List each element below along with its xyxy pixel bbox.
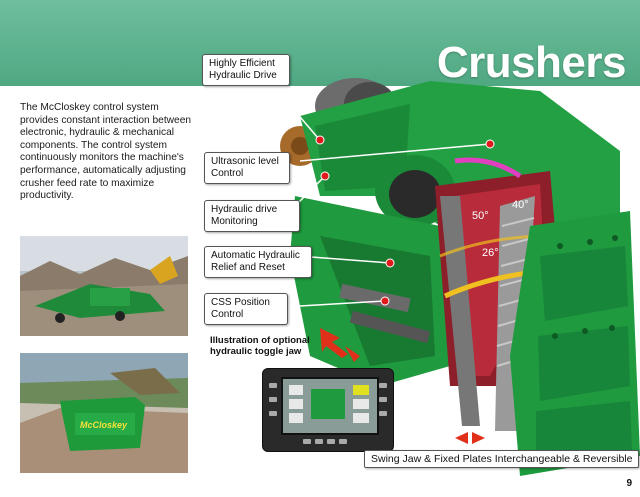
panel-button — [327, 439, 335, 444]
toggle-jaw-caption: Illustration of optional hydraulic toggle jaw — [210, 335, 310, 357]
panel-button — [315, 439, 323, 444]
panel-button — [269, 411, 277, 416]
hopper-photo — [20, 353, 188, 473]
page-number: 9 — [626, 478, 632, 489]
angle-50-label: 50° — [472, 210, 489, 222]
panel-button — [269, 397, 277, 402]
page-title: Crushers — [436, 38, 626, 87]
callout-css-position: CSS Position Control — [204, 293, 288, 325]
quarry-photo — [20, 236, 188, 336]
panel-button — [379, 397, 387, 402]
photo-logo: McCloskey — [80, 420, 128, 430]
panel-button — [269, 383, 277, 388]
control-screen — [281, 377, 379, 435]
swing-jaw-caption: Swing Jaw & Fixed Plates Interchangeable & Reversible — [364, 450, 639, 468]
callout-hydraulic-drive: Highly Efficient Hydraulic Drive — [202, 54, 290, 86]
panel-button — [379, 411, 387, 416]
panel-button — [379, 383, 387, 388]
angle-40-label: 40° — [512, 199, 529, 211]
angle-26-label: 26° — [482, 247, 499, 259]
panel-button — [303, 439, 311, 444]
callout-relief-reset: Automatic Hydraulic Relief and Reset — [204, 246, 312, 278]
intro-paragraph: The McCloskey control system provides constant interaction between electronic, hydraulic & mechanical components. The control system continuously monitors the machine's performance, automatically adjusting crusher feed rate to maximize productivity. — [20, 102, 192, 202]
panel-button — [339, 439, 347, 444]
control-panel — [262, 368, 394, 452]
callout-drive-monitoring: Hydraulic drive Monitoring — [204, 200, 300, 232]
callout-ultrasonic-level: Ultrasonic level Control — [204, 152, 290, 184]
